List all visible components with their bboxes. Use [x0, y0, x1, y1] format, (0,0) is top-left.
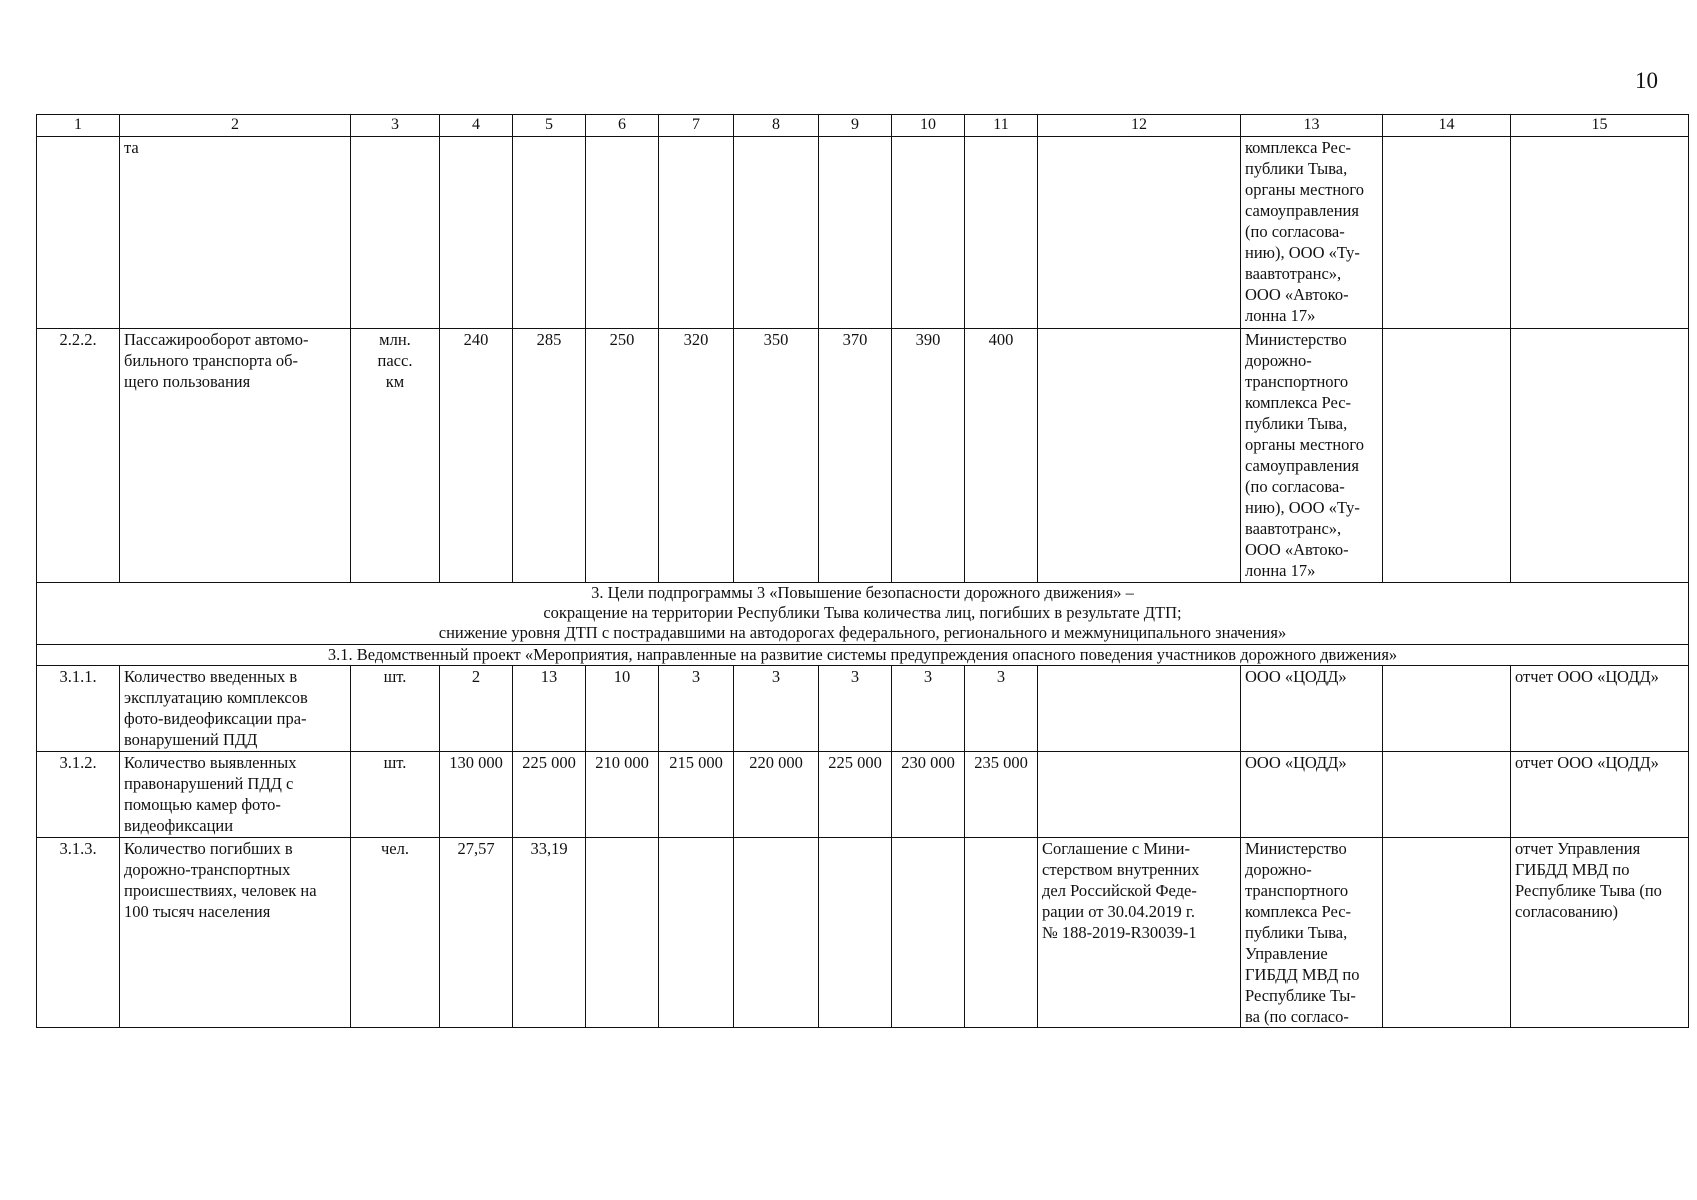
value-cell: 2: [440, 666, 513, 752]
value-cell: [734, 838, 819, 1028]
column-14-cell: [1383, 838, 1511, 1028]
column-14-cell: [1383, 752, 1511, 838]
value-cell: 210 000: [586, 752, 659, 838]
value-cell: 390: [892, 329, 965, 583]
column-number: 5: [513, 115, 586, 137]
indicator-name: Пассажирооборот автомо- бильного транспорта об- щего пользования: [120, 329, 351, 583]
column-number: 15: [1511, 115, 1689, 137]
unit: шт.: [351, 666, 440, 752]
value-cell: 370: [819, 329, 892, 583]
column-14-cell: [1383, 666, 1511, 752]
value-cell: 3: [965, 666, 1038, 752]
column-number: 11: [965, 115, 1038, 137]
value-cell: 3: [659, 666, 734, 752]
data-source: [1511, 329, 1689, 583]
indicator-name: Количество введенных в эксплуатацию комплексов фото-видеофиксации пра- вонарушений ПДД: [120, 666, 351, 752]
data-source: отчет Управления ГИБДД МВД по Республике Тыва (по согласованию): [1511, 838, 1689, 1028]
table-row-3-1-2: [37, 752, 1689, 838]
responsible-executor: ООО «ЦОДД»: [1241, 666, 1383, 752]
table-row-3-1-1: [37, 666, 1689, 752]
row-number: 3.1.1.: [37, 666, 120, 752]
value-cell: 220 000: [734, 752, 819, 838]
column-number: 1: [37, 115, 120, 137]
column-14-cell: [1383, 329, 1511, 583]
value-cell: 3: [819, 666, 892, 752]
value-cell: 130 000: [440, 752, 513, 838]
row-number: 2.2.2.: [37, 329, 120, 583]
value-cell: 285: [513, 329, 586, 583]
value-cell: 350: [734, 329, 819, 583]
basis-document: [1038, 329, 1241, 583]
column-number: 7: [659, 115, 734, 137]
responsible-executor: комплекса Рес- публики Тыва, органы местного самоуправления (по согласова- нию), ООО «Ту- ваавтотранс», ООО «Автоко- лонна 17»: [1241, 137, 1383, 329]
column-number: 2: [120, 115, 351, 137]
column-number: 3: [351, 115, 440, 137]
basis-document: Соглашение с Мини- стерством внутренних дел Российской Феде- рации от 30.04.2019 г. № 188-2019-R30039-1: [1038, 838, 1241, 1028]
responsible-executor: Министерство дорожно- транспортного комплекса Рес- публики Тыва, Управление ГИБДД МВД по Республике Ты- ва (по согласо-: [1241, 838, 1383, 1028]
value-cell: 230 000: [892, 752, 965, 838]
value-cell: 13: [513, 666, 586, 752]
column-number: 13: [1241, 115, 1383, 137]
column-number: 4: [440, 115, 513, 137]
table-row-3-1-3: [37, 838, 1689, 1028]
data-source: отчет ООО «ЦОДД»: [1511, 666, 1689, 752]
column-number: 8: [734, 115, 819, 137]
value-cell: 320: [659, 329, 734, 583]
value-cell: [819, 838, 892, 1028]
value-cell: 215 000: [659, 752, 734, 838]
value-cell: [965, 838, 1038, 1028]
indicators-table: [36, 114, 1689, 1028]
value-cell: [892, 838, 965, 1028]
page-number: 10: [1635, 68, 1658, 93]
unit: чел.: [351, 838, 440, 1028]
value-cell: [586, 838, 659, 1028]
basis-document: [1038, 752, 1241, 838]
row-number: 3.1.3.: [37, 838, 120, 1028]
indicator-name: та: [120, 137, 351, 329]
table-row-continuation: [37, 137, 1689, 329]
responsible-executor: ООО «ЦОДД»: [1241, 752, 1383, 838]
column-number: 10: [892, 115, 965, 137]
data-source: отчет ООО «ЦОДД»: [1511, 752, 1689, 838]
value-cell: 250: [586, 329, 659, 583]
unit: млн. пасс. км: [351, 329, 440, 583]
row-number: 3.1.2.: [37, 752, 120, 838]
section-3-1-row: [37, 645, 1689, 666]
unit: шт.: [351, 752, 440, 838]
value-cell: 3: [892, 666, 965, 752]
table-row-2-2-2: [37, 329, 1689, 583]
value-cell: 10: [586, 666, 659, 752]
column-number: 9: [819, 115, 892, 137]
value-cell: 240: [440, 329, 513, 583]
value-cell: 225 000: [513, 752, 586, 838]
section-3-row: [37, 583, 1689, 645]
section-3-1-heading: 3.1. Ведомственный проект «Мероприятия, направленные на развитие системы предупреждения опасного поведения участников дорожного движения»: [37, 645, 1689, 666]
indicator-name: Количество погибших в дорожно-транспортных происшествиях, человек на 100 тысяч населения: [120, 838, 351, 1028]
value-cell: 3: [734, 666, 819, 752]
value-cell: 225 000: [819, 752, 892, 838]
value-cell: 27,57: [440, 838, 513, 1028]
column-number-row: [37, 115, 1689, 137]
column-number: 12: [1038, 115, 1241, 137]
value-cell: 33,19: [513, 838, 586, 1028]
column-number: 14: [1383, 115, 1511, 137]
value-cell: [659, 838, 734, 1028]
value-cell: 235 000: [965, 752, 1038, 838]
indicator-name: Количество выявленных правонарушений ПДД с помощью камер фото- видеофиксации: [120, 752, 351, 838]
value-cell: 400: [965, 329, 1038, 583]
column-number: 6: [586, 115, 659, 137]
responsible-executor: Министерство дорожно- транспортного комплекса Рес- публики Тыва, органы местного самоуправления (по согласова- нию), ООО «Ту- ваавтотранс», ООО «Автоко- лонна 17»: [1241, 329, 1383, 583]
section-3-heading: 3. Цели подпрограммы 3 «Повышение безопасности дорожного движения» – сокращение на территории Республики Тыва количества лиц, погибших в результате ДТП; снижение уровня ДТП с пострадавшими на автодорогах федерального, регионального и межмуниципального значения»: [37, 583, 1689, 645]
basis-document: [1038, 666, 1241, 752]
